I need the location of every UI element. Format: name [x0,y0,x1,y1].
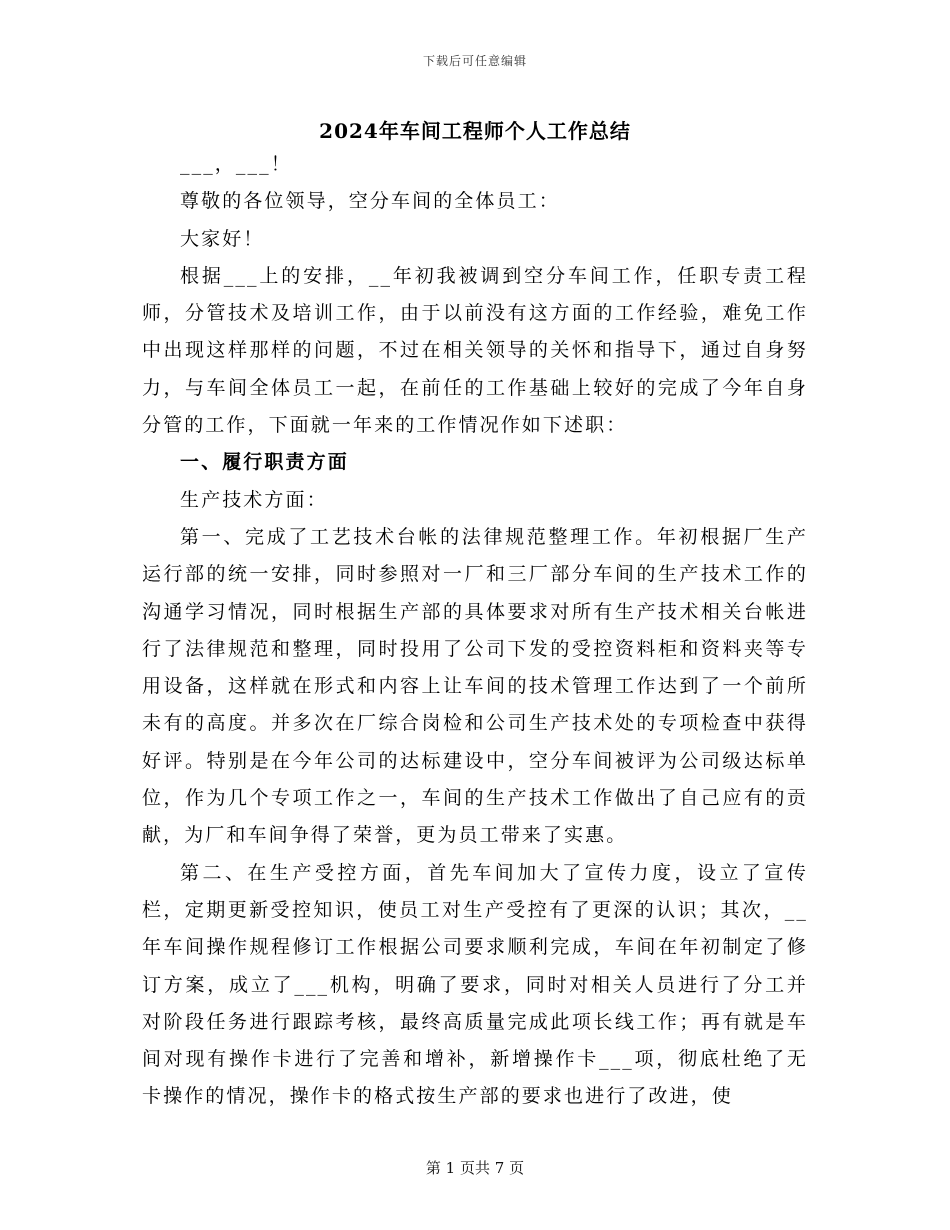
salutation-blank: ___，___！ [180,153,292,175]
paragraph-first: 第一、完成了工艺技术台帐的法律规范整理工作。年初根据厂生产运行部的统一安排，同时参照对一厂和三厂部分车间的生产技术工作的沟通学习情况，同时根据生产部的具体要求对所有生产技术相关台帐进行了法律规范和整理，同时投用了公司下发的受控资料柜和资料夹等专用设备，这样就在形式和内容上让车间的技术管理工作达到了一个前所未有的高度。并多次在厂综合岗检和公司生产技术处的专项检查中获得好评。特别是在今年公司的达标建设中，空分车间被评为公司级达标单位，作为几个专项工作之一，车间的生产技术工作做出了自己应有的贡献，为厂和车间争得了荣誉，更为员工带来了实惠。 [142,525,808,847]
document-title: 2024年车间工程师个人工作总结 [319,119,631,143]
subsection-label: 生产技术方面： [180,488,328,511]
page-number: 第 1 页共 7 页 [425,1159,525,1177]
greeting-line: 尊敬的各位领导，空分车间的全体员工： [180,190,560,213]
paragraph-second: 第二、在生产受控方面，首先车间加大了宣传力度，设立了宣传栏，定期更新受控知识，使员工对生产受控有了更深的认识；其次，__年车间操作规程修订工作根据公司要求顺利完成，车间在年初制定了修订方案，成立了___机构，明确了要求，同时对相关人员进行了分工并对阶段任务进行跟踪考核，最终高质量完成此项长线工作；再有就是车间对现有操作卡进行了完善和增补，新增操作卡___项，彻底杜绝了无卡操作的情况，操作卡的格式按生产部的要求也进行了改进，使 [142,861,808,1108]
intro-paragraph: 根据___上的安排，__年初我被调到空分车间工作，任职专责工程师，分管技术及培训工作，由于以前没有这方面的工作经验，难免工作中出现这样那样的问题，不过在相关领导的关怀和指导下，通过自身努力，与车间全体员工一起，在前任的工作基础上较好的完成了今年自身分管的工作，下面就一年来的工作情况作如下述职： [142,264,808,437]
page-header-note: 下载后可任意编辑 [422,54,527,68]
section-heading: 一、履行职责方面 [180,451,349,474]
hello-line: 大家好！ [180,227,265,250]
document-body [142,146,808,1116]
